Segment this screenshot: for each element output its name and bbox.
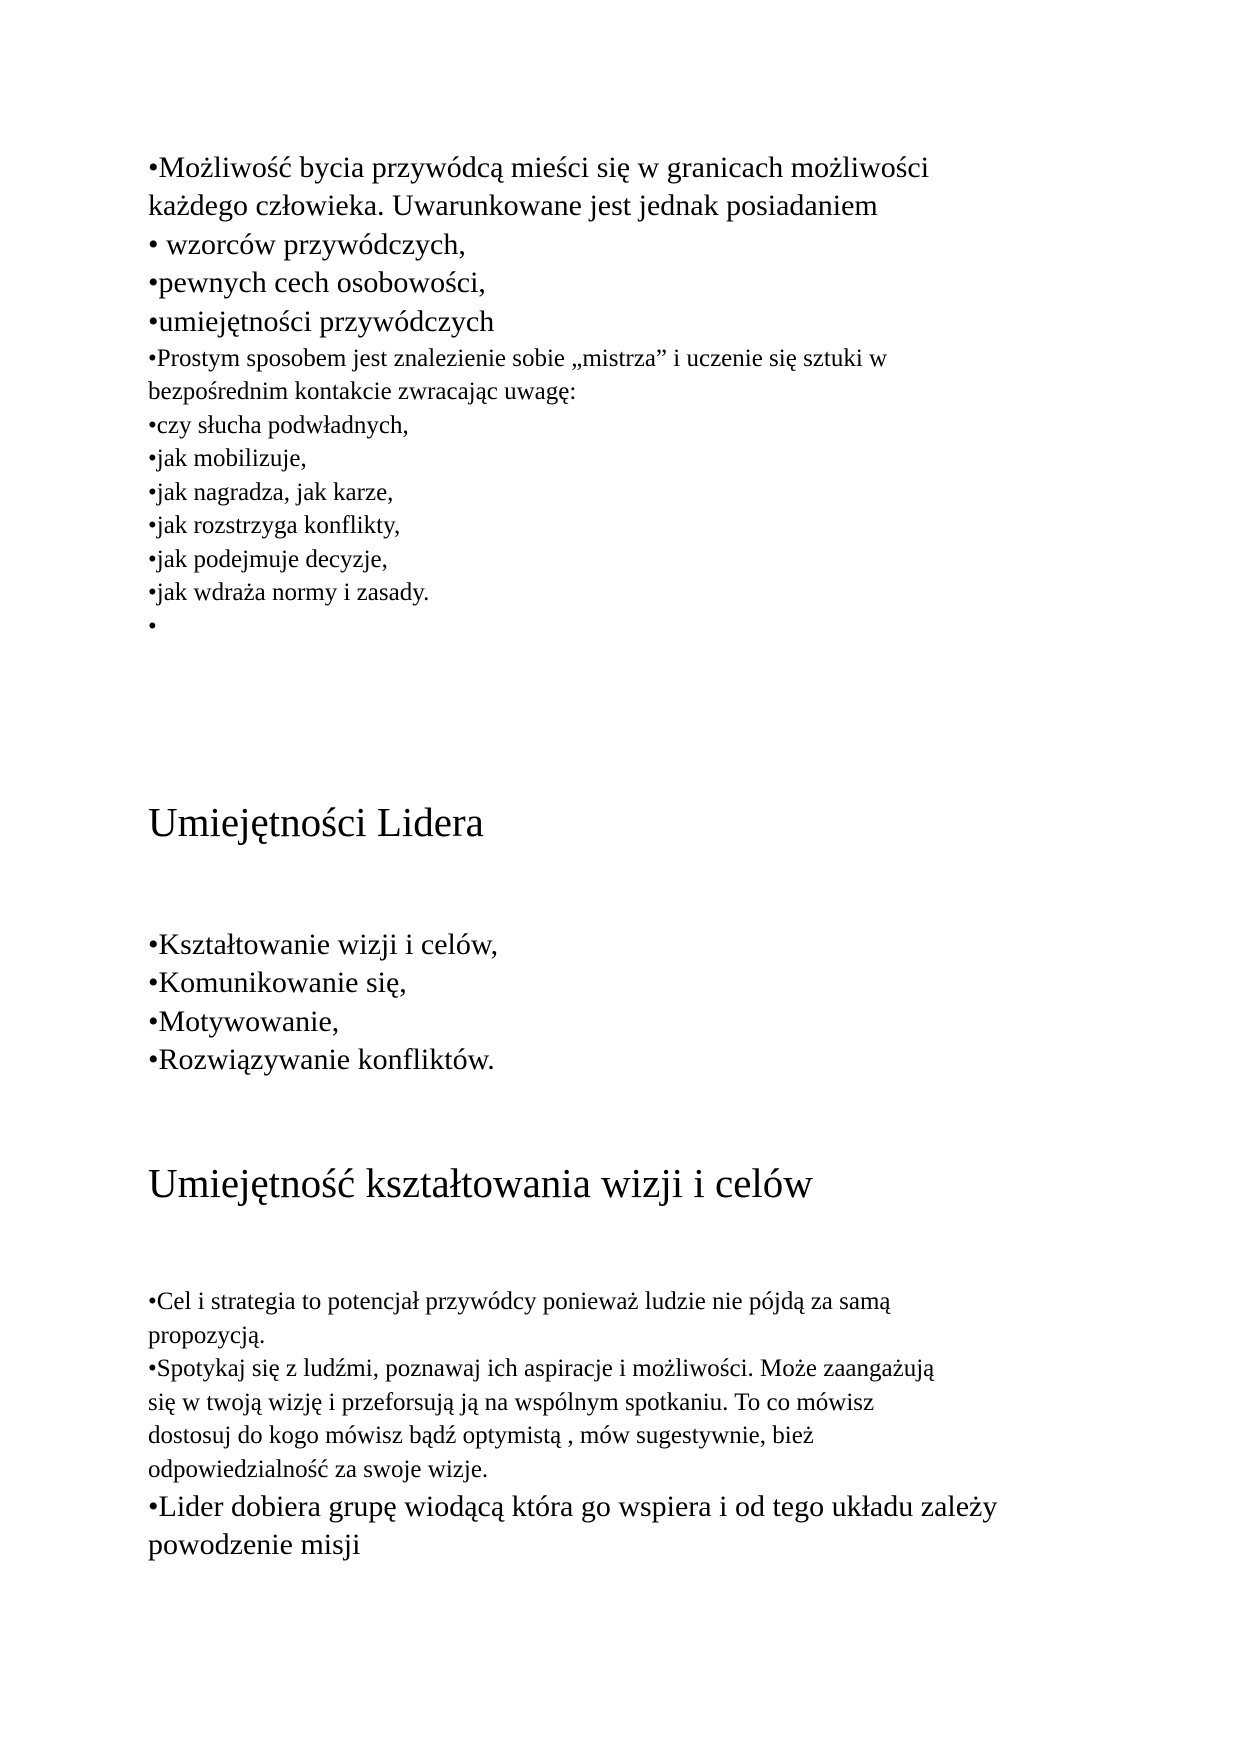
section-heading-vision-goals: Umiejętność kształtowania wizji i celów (148, 1160, 813, 1206)
mentor-item: •jak nagradza, jak karze, (148, 479, 394, 506)
vision-final-line-2: powodzenie misji (148, 1528, 361, 1561)
mentor-line-2: bezpośrednim kontakcie zwracając uwagę: (148, 378, 577, 405)
vision-paragraph-line: •Cel i strategia to potencjał przywódcy ponieważ ludzie nie pójdą za samą (148, 1288, 891, 1315)
vision-paragraph-line: •Spotykaj się z ludźmi, poznawaj ich aspiracje i możliwości. Może zaangażują (148, 1355, 935, 1382)
vision-paragraph-line: dostosuj do kogo mówisz bądź optymistą , mów sugestywnie, bież (148, 1422, 814, 1449)
intro-item-patterns: • wzorców przywódczych, (148, 228, 466, 261)
vision-paragraph-line: propozycją. (148, 1322, 266, 1349)
vision-final-line-1: •Lider dobiera grupę wiodącą która go wspiera i od tego układu zależy (148, 1490, 998, 1523)
section-heading-leader-skills: Umiejętności Lidera (148, 799, 484, 845)
mentor-item: •jak wdraża normy i zasady. (148, 579, 430, 606)
mentor-item: •jak podejmuje decyzje, (148, 546, 388, 573)
intro-item-traits: •pewnych cech osobowości, (148, 266, 486, 299)
mentor-item: •jak rozstrzyga konflikty, (148, 512, 401, 539)
leader-skill-item: •Komunikowanie się, (148, 966, 407, 999)
vision-paragraph-line: odpowiedzialność za swoje wizje. (148, 1456, 489, 1483)
mentor-line-1: •Prostym sposobem jest znalezienie sobie „mistrza” i uczenie się sztuki w (148, 345, 888, 372)
leader-skill-item: •Motywowanie, (148, 1005, 340, 1038)
intro-item-skills: •umiejętności przywódczych (148, 305, 495, 338)
mentor-item: •jak mobilizuje, (148, 445, 307, 472)
intro-line-2: każdego człowieka. Uwarunkowane jest jednak posiadaniem (148, 189, 878, 222)
leader-skill-item: •Kształtowanie wizji i celów, (148, 928, 499, 961)
intro-line-1: •Możliwość bycia przywódcą mieści się w granicach możliwości (148, 151, 930, 184)
mentor-item: •czy słucha podwładnych, (148, 412, 409, 439)
vision-paragraph-line: się w twoją wizję i przeforsują ją na wspólnym spotkaniu. To co mówisz (148, 1389, 875, 1416)
mentor-item-empty: • (148, 613, 157, 640)
leader-skill-item: •Rozwiązywanie konfliktów. (148, 1043, 495, 1076)
